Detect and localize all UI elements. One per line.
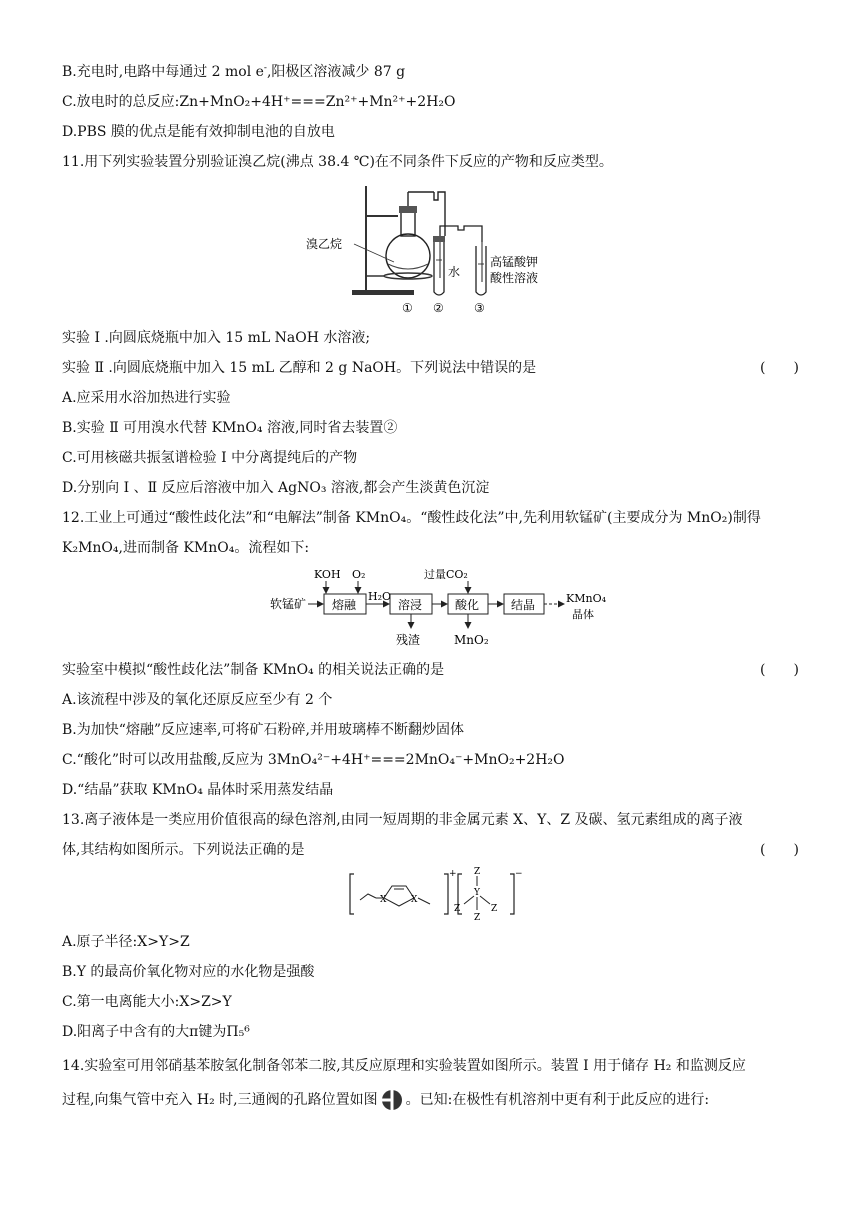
q13-option-c: C.第一电离能大小:X>Z>Y [62, 994, 232, 1010]
flow-o2: O₂ [352, 568, 366, 581]
q12-stem-1: 12.工业上可通过“酸性歧化法”和“电解法”制备 KMnO₄。“酸性歧化法”中,先利用软锰矿(主要成分为 MnO₂)制得 [62, 510, 761, 526]
q12-question: 实验室中模拟“酸性歧化法”制备 KMnO₄ 的相关说法正确的是 [62, 662, 445, 678]
flow-residue: 残渣 [396, 633, 421, 647]
q10-option-b: B.充电时,电路中每通过 2 mol e-,阳极区溶液减少 87 g [62, 63, 406, 80]
svg-text:Z: Z [474, 867, 481, 877]
label-bromoethane: 溴乙烷 [306, 237, 343, 251]
q12-option-b: B.为加快“熔融”反应速率,可将矿石粉碎,并用玻璃棒不断翻炒固体 [62, 722, 464, 738]
q13-option-b: B.Y 的最高价氧化物对应的水化物是强酸 [62, 964, 315, 980]
atom-x2: X [411, 895, 418, 905]
flow-product-1: KMnO₄ [566, 592, 606, 605]
q13-ionic-structure [348, 864, 528, 922]
q11-exp1: 实验 Ⅰ .向圆底烧瓶中加入 15 mL NaOH 水溶液; [62, 330, 371, 346]
test-tube-2 [434, 242, 444, 295]
q11-option-a: A.应采用水浴加热进行实验 [62, 390, 231, 406]
liquid-level [388, 264, 428, 269]
q11-exp2: 实验 Ⅱ .向圆底烧瓶中加入 15 mL 乙醇和 2 g NaOH。下列说法中错误的是 [62, 360, 537, 376]
label-kmno4-1: 高锰酸钾 [490, 255, 539, 269]
test-tube-3 [476, 246, 486, 295]
q11-option-b: B.实验 Ⅱ 可用溴水代替 KMnO₄ 溶液,同时省去装置② [62, 420, 398, 436]
svg-text:Z: Z [474, 913, 481, 922]
round-flask [386, 234, 430, 278]
q12-flowchart [268, 564, 608, 650]
svg-text:结晶: 结晶 [511, 598, 536, 612]
q10-option-c: C.放电时的总反应:Zn+MnO₂+4H⁺===Zn²⁺+Mn²⁺+2H₂O [62, 94, 456, 110]
flow-start: 软锰矿 [270, 597, 307, 611]
q13-stem-1: 13.离子液体是一类应用价值很高的绿色溶剂,由同一短周期的非金属元素 X、Y、Z 及碳、氢元素组成的离子液 [62, 812, 743, 828]
q14-line-1: 14.实验室可用邻硝基苯胺氢化制备邻苯二胺,其反应原理和实验装置如图所示。装置 Ⅰ 用于储存 H₂ 和监测反应 [62, 1058, 746, 1074]
q11-option-d: D.分别向 Ⅰ 、Ⅱ 反应后溶液中加入 AgNO₃ 溶液,都会产生淡黄色沉淀 [62, 480, 490, 496]
atom-y: Y [474, 888, 480, 898]
q12-option-c: C.“酸化”时可以改用盐酸,反应为 3MnO₄²⁻+4H⁺===2MnO₄⁻+MnO₂+2H₂O [62, 752, 565, 768]
flow-product-2: 晶体 [572, 608, 594, 621]
q11-stem: 11.用下列实验装置分别验证溴乙烷(沸点 38.4 ℃)在不同条件下反应的产物和反应类型。 [62, 154, 613, 170]
flow-mno2: MnO₂ [454, 633, 489, 647]
q11-apparatus-figure [300, 178, 560, 318]
label-n1: ① [402, 301, 413, 315]
flow-co2: 过量CO₂ [424, 568, 468, 581]
stand-base [352, 290, 414, 295]
q12-stem-2: K₂MnO₄,进而制备 KMnO₄。流程如下: [62, 540, 310, 556]
q13-option-d: D.阳离子中含有的大π键为Π₅⁶ [62, 1024, 250, 1040]
flow-koh: KOH [314, 568, 341, 581]
q12-option-d: D.“结晶”获取 KMnO₄ 晶体时采用蒸发结晶 [62, 782, 334, 798]
q11-option-c: C.可用核磁共振氢谱检验 Ⅰ 中分离提纯后的产物 [62, 450, 358, 466]
q13-option-a: A.原子半径:X>Y>Z [62, 934, 190, 950]
svg-text:溶浸: 溶浸 [398, 598, 423, 612]
label-kmno4-2: 酸性溶液 [490, 271, 539, 285]
delivery-tube-2 [440, 226, 482, 242]
atom-x1: X [380, 895, 387, 905]
label-water: 水 [448, 265, 461, 279]
q13-answer-bracket: ( ) [760, 842, 799, 858]
q11-answer-bracket: ( ) [760, 360, 799, 376]
svg-text:Z: Z [454, 904, 461, 914]
svg-text:熔融: 熔融 [332, 598, 357, 612]
stopper [399, 206, 417, 213]
anion-charge: − [515, 869, 523, 879]
q14-line-2: 过程,向集气管中充入 H₂ 时,三通阀的孔路位置如图 。已知:在极性有机溶剂中更有利于此反应的进行: [62, 1088, 709, 1112]
flow-h2o: H₂O [368, 590, 392, 603]
label-n2: ② [433, 301, 444, 315]
q10-option-d: D.PBS 膜的优点是能有效抑制电池的自放电 [62, 124, 335, 140]
label-n3: ③ [474, 301, 485, 315]
three-way-valve-icon [380, 1088, 404, 1112]
svg-text:Z: Z [491, 904, 498, 914]
cation-charge: + [449, 869, 457, 879]
q12-option-a: A.该流程中涉及的氧化还原反应至少有 2 个 [62, 692, 333, 708]
svg-text:酸化: 酸化 [455, 598, 480, 612]
q13-stem-2: 体,其结构如图所示。下列说法正确的是 [62, 842, 305, 858]
q12-answer-bracket: ( ) [760, 662, 799, 678]
flask-neck [401, 210, 415, 236]
